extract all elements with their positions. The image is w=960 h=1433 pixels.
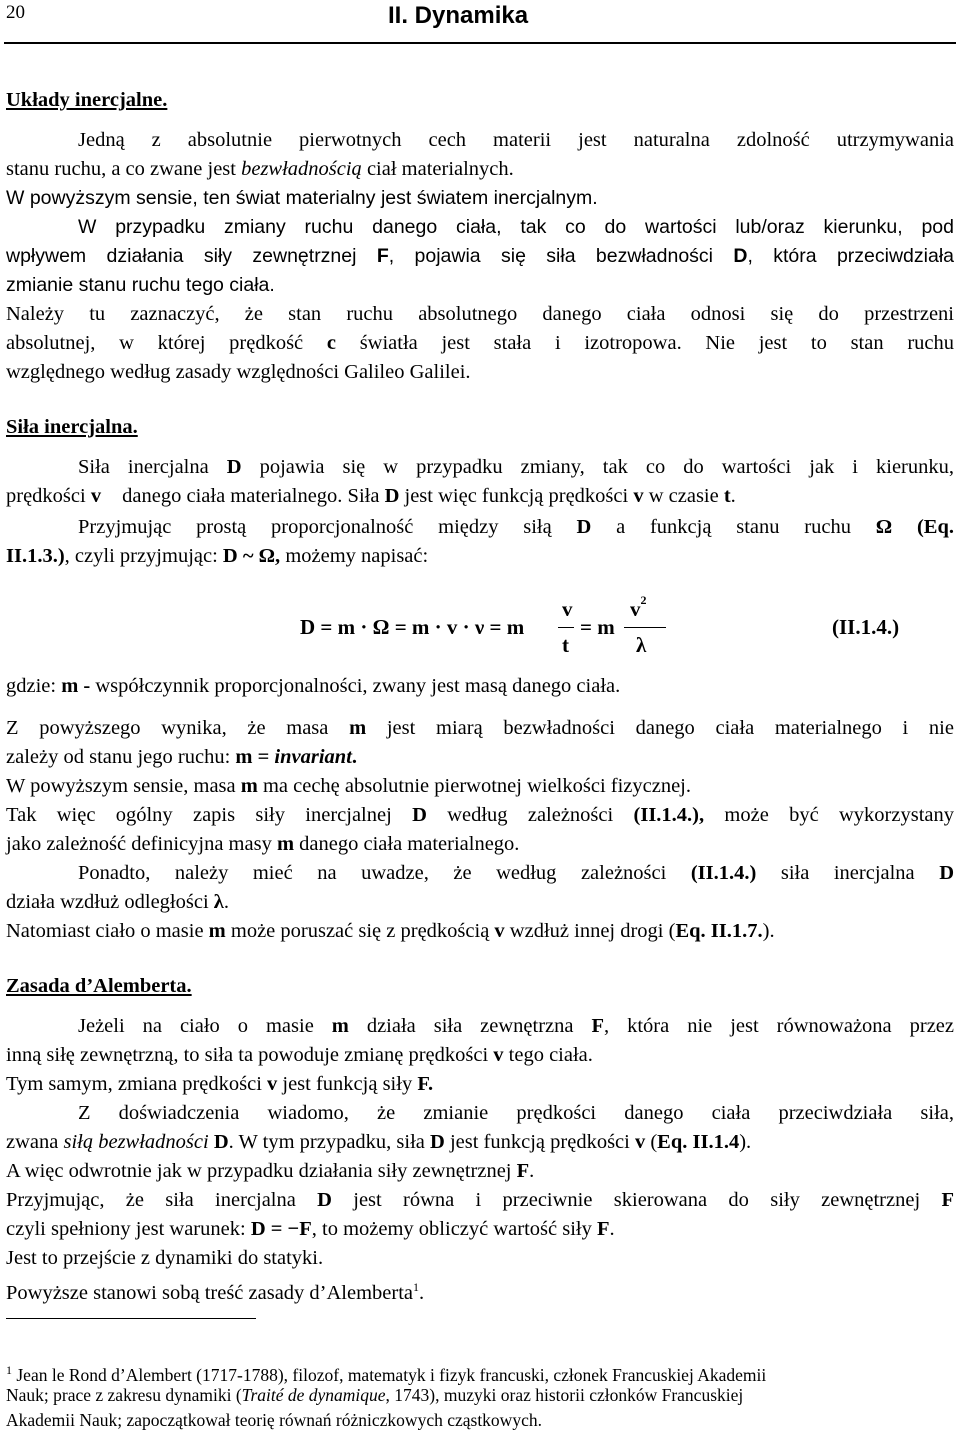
paragraph-line: względnego według zasady względności Galileo Galilei. <box>6 361 471 383</box>
footnote-rule <box>6 1318 256 1319</box>
section-heading-inertial-frames: Układy inercjalne. <box>6 89 168 111</box>
paragraph-line: absolutnej, w której prędkość c światła jest stała i izotropowa. Nie jest to stan ruchu <box>6 332 954 354</box>
paragraph-line: stanu ruchu, a co zwane jest bezwładnością ciał materialnych. <box>6 158 514 180</box>
paragraph-line: Jedną z absolutnie pierwotnych cech materii jest naturalna zdolność utrzymywania <box>78 129 954 151</box>
paragraph-line: działa wzdłuż odległości λ. <box>6 891 229 913</box>
footnote-mark: 1 <box>6 1363 12 1377</box>
paragraph-line: zmianie stanu ruchu tego ciała. <box>6 274 275 296</box>
paragraph-line: Tym samym, zmiana prędkości v jest funkcją siły F. <box>6 1073 434 1095</box>
fraction-denominator: t <box>562 633 569 657</box>
section-heading-dalembert: Zasada d’Alemberta. <box>6 975 192 997</box>
paragraph-line: wpływem działania siły zewnętrznej F, pojawia się siła bezwładności D, która przeciwdziała <box>6 245 955 267</box>
footnote-line: Nauk; prace z zakresu dynamiki (Traité de dynamique, 1743), muzyki oraz historii członków Francuskiej <box>6 1385 744 1405</box>
paragraph-line: Ponadto, należy mieć na uwadze, że według zależności (II.1.4.) siła inercjalna D <box>78 862 954 884</box>
paragraph-line: Siła inercjalna D pojawia się w przypadku zmiany, tak co do wartości jak i kierunku, <box>78 456 954 478</box>
page-header <box>0 0 960 46</box>
paragraph-line: czyli spełniony jest warunek: D = −F, to możemy obliczyć wartość siły F. <box>6 1218 615 1240</box>
paragraph-line: prędkości v⃗ danego ciała materialnego. Siła D jest więc funkcją prędkości v w czasie t. <box>6 485 736 507</box>
paragraph-line: Powyższe stanowi sobą treść zasady d’Alemberta$^1$. <box>6 1280 425 1304</box>
footnote-line: Akademii Nauk; zapoczątkował teorię równań różniczkowych cząstkowych. <box>6 1410 542 1430</box>
fraction-bar <box>558 627 574 628</box>
paragraph-line: zależy od stanu jego ruchu: m = invariant. <box>6 746 358 768</box>
paragraph-line: Przyjmując prostą proporcjonalność między siłą D a funkcją stanu ruchu Ω (Eq. <box>78 516 954 538</box>
paragraph-line: Tak więc ogólny zapis siły inercjalnej D według zależności (II.1.4.), może być wykorzystany <box>6 804 955 826</box>
paragraph-line: Z doświadczenia wiadomo, że zmianie prędkości danego ciała przeciwdziała siła, <box>78 1102 954 1124</box>
paragraph-line: W przypadku zmiany ruchu danego ciała, tak co do wartości lub/oraz kierunku, pod <box>78 216 954 238</box>
fraction-bar <box>624 627 666 628</box>
paragraph-line: zwana siłą bezwładności D. W tym przypadku, siła D jest funkcją prędkości v (Eq. II.1.4). <box>6 1131 752 1153</box>
paragraph-line: inną siłę zewnętrzną, to siła ta powoduje zmianę prędkości v tego ciała. <box>6 1044 593 1066</box>
header-rule <box>4 42 956 44</box>
fraction-numerator: $v^2$ <box>630 593 647 621</box>
paragraph-line: W powyższym sensie, masa m ma cechę absolutnie pierwotnej wielkości fizycznej. <box>6 775 692 797</box>
section-heading-inertial-force: Siła inercjalna. <box>6 416 138 438</box>
paragraph-line: II.1.3.), czyli przyjmując: D ~ Ω, możemy napisać: <box>6 545 429 567</box>
paragraph-line: Należy tu zaznaczyć, że stan ruchu absolutnego danego ciała odnosi się do przestrzeni <box>6 303 954 325</box>
paragraph-line: jako zależność definicyjna masy m danego ciała materialnego. <box>6 833 520 855</box>
paragraph-line: Natomiast ciało o masie m może poruszać się z prędkością v wzdłuż innej drogi (Eq. II.1.7.). <box>6 920 775 942</box>
equation-mid: = m <box>580 615 615 639</box>
fraction-numerator: v <box>562 597 573 621</box>
paragraph-line: A więc odwrotnie jak w przypadku działania siły zewnętrznej F. <box>6 1160 535 1182</box>
paragraph-line: Jest to przejście z dynamiki do statyki. <box>6 1247 324 1269</box>
paragraph-line: Z powyższego wynika, że masa m jest miarą bezwładności danego ciała materialnego i nie <box>6 717 954 739</box>
chapter-title: II. Dynamika <box>388 2 529 29</box>
footnote-reference: 1 <box>413 1280 420 1294</box>
paragraph-line: gdzie: m - współczynnik proporcjonalności, zwany jest masą danego ciała. <box>6 675 621 697</box>
footnote-line: $^1$ Jean le Rond d’Alembert (1717-1788), filozof, matematyk i fizyk francuski, członek Francuskiej Akademii <box>6 1363 767 1385</box>
equation-lhs: D = m · Ω = m · v · ν = m <box>300 615 525 639</box>
paragraph-line: Przyjmując, że siła inercjalna D jest równa i przeciwnie skierowana do siły zewnętrznej F <box>6 1189 954 1211</box>
paragraph-line: Jeżeli na ciało o masie m działa siła zewnętrzna F, która nie jest równoważona przez <box>78 1015 954 1037</box>
paragraph-line: W powyższym sensie, ten świat materialny jest światem inercjalnym. <box>6 187 598 209</box>
equation-number: (II.1.4.) <box>832 615 900 639</box>
page-number: 20 <box>6 2 25 23</box>
fraction-denominator: λ <box>636 633 647 657</box>
